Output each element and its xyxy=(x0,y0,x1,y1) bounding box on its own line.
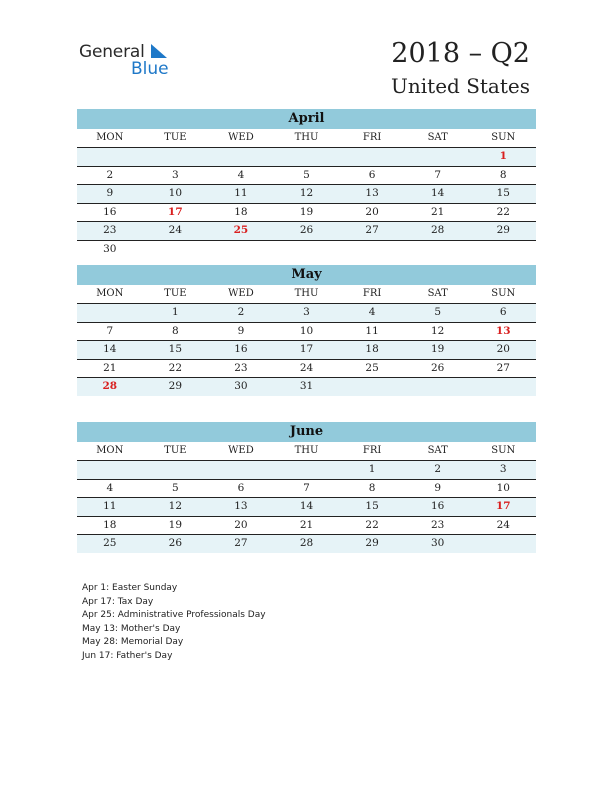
day-cell: 2 xyxy=(434,463,442,475)
month-name: May xyxy=(77,265,536,285)
day-cell: 4 xyxy=(237,168,245,181)
day-cell: 27 xyxy=(496,361,510,374)
weekday-label: TUE xyxy=(164,288,187,299)
day-cell: 31 xyxy=(299,380,314,392)
day-cell xyxy=(470,241,536,259)
day-cell: 14 xyxy=(299,500,314,512)
day-cell xyxy=(143,241,209,259)
day-cell: 11 xyxy=(234,187,248,199)
day-cell: 12 xyxy=(168,500,183,512)
day-cell: 3 xyxy=(172,168,179,181)
weekday-header-row xyxy=(77,285,536,304)
day-cell: 3 xyxy=(303,306,310,318)
weekday-label: SAT xyxy=(427,445,448,456)
day-cell: 17 xyxy=(168,205,183,218)
day-cell: 6 xyxy=(368,168,376,181)
weekday-header-row xyxy=(77,442,536,461)
day-cell: 23 xyxy=(430,518,445,531)
weekday-label: FRI xyxy=(362,132,382,143)
week-row xyxy=(77,323,536,342)
day-cell: 10 xyxy=(496,481,510,494)
week-row xyxy=(77,535,536,553)
day-cell: 4 xyxy=(368,306,376,318)
weekday-label: TUE xyxy=(164,445,187,456)
day-cell: 13 xyxy=(495,324,511,337)
day-cell: 10 xyxy=(168,187,183,199)
day-cell: 13 xyxy=(365,187,379,199)
day-cell xyxy=(208,148,274,166)
day-cell xyxy=(274,148,340,166)
day-cell: 20 xyxy=(365,205,379,218)
day-cell: 11 xyxy=(103,500,117,512)
day-cell xyxy=(77,148,143,166)
month-name: April xyxy=(77,109,536,129)
day-cell: 7 xyxy=(434,168,442,181)
day-cell: 22 xyxy=(168,361,183,374)
day-cell: 19 xyxy=(430,343,445,355)
week-row xyxy=(77,341,536,360)
day-cell: 6 xyxy=(237,481,245,494)
day-cell xyxy=(274,241,340,259)
day-cell: 8 xyxy=(499,168,507,181)
day-cell: 19 xyxy=(168,518,183,531)
weekday-label: SUN xyxy=(491,445,516,456)
day-cell: 7 xyxy=(106,324,114,337)
holiday-notes xyxy=(82,582,266,664)
day-cell: 26 xyxy=(430,361,445,374)
day-cell: 18 xyxy=(365,343,379,355)
week-row xyxy=(77,498,536,517)
weekday-label: WED xyxy=(228,132,254,143)
day-cell: 30 xyxy=(430,537,445,549)
weekday-label: FRI xyxy=(362,288,382,299)
day-cell: 1 xyxy=(368,463,376,475)
day-cell: 25 xyxy=(233,224,249,236)
day-cell: 19 xyxy=(299,205,314,218)
day-cell: 30 xyxy=(234,380,248,392)
day-cell xyxy=(339,241,405,259)
day-cell: 15 xyxy=(168,343,183,355)
day-cell: 26 xyxy=(168,537,183,549)
day-cell: 23 xyxy=(234,361,248,374)
day-cell: 1 xyxy=(172,306,179,318)
day-cell: 24 xyxy=(168,224,183,236)
holiday-note: Apr 1: Easter Sunday xyxy=(82,583,178,593)
day-cell xyxy=(405,378,471,396)
logo xyxy=(79,40,189,80)
month-calendar-april xyxy=(77,109,536,258)
holiday-note: Apr 17: Tax Day xyxy=(82,596,154,607)
logo-text-blue: Blue xyxy=(131,59,169,79)
weekday-label: MON xyxy=(96,288,124,299)
week-row xyxy=(77,222,536,241)
day-cell: 27 xyxy=(234,537,248,549)
day-cell: 21 xyxy=(299,518,314,531)
day-cell: 6 xyxy=(499,306,507,318)
day-cell: 9 xyxy=(434,481,442,494)
day-cell: 5 xyxy=(303,168,310,181)
holiday-note: Apr 25: Administrative Professionals Day xyxy=(82,610,266,621)
day-cell xyxy=(77,304,143,322)
holiday-note: May 13: Mother's Day xyxy=(82,623,181,634)
day-cell: 21 xyxy=(103,361,117,374)
day-cell: 13 xyxy=(234,500,248,512)
day-cell: 28 xyxy=(299,537,314,549)
day-cell: 12 xyxy=(430,324,445,337)
day-cell: 5 xyxy=(434,306,442,318)
week-row xyxy=(77,378,536,396)
logo-text-general: General xyxy=(79,42,145,62)
day-cell: 15 xyxy=(496,187,510,199)
page-subtitle: United States xyxy=(391,74,530,98)
weekday-label: FRI xyxy=(362,445,382,456)
day-cell: 17 xyxy=(299,343,314,355)
week-row xyxy=(77,304,536,323)
day-cell: 25 xyxy=(365,361,379,374)
weekday-label: SUN xyxy=(491,288,516,299)
day-cell: 30 xyxy=(103,242,117,255)
day-cell: 24 xyxy=(299,361,314,374)
day-cell: 16 xyxy=(430,500,445,512)
day-cell: 20 xyxy=(496,343,510,355)
week-row xyxy=(77,517,536,536)
weekday-label: SUN xyxy=(491,132,516,143)
day-cell xyxy=(274,461,340,479)
holiday-note: May 28: Memorial Day xyxy=(82,637,184,648)
day-cell: 29 xyxy=(365,537,379,549)
day-cell: 12 xyxy=(299,187,314,199)
weekday-label: MON xyxy=(96,445,124,456)
day-cell: 21 xyxy=(430,205,445,218)
day-cell: 4 xyxy=(106,481,114,494)
day-cell: 24 xyxy=(496,518,510,531)
day-cell: 9 xyxy=(106,187,114,199)
weekday-label: THU xyxy=(294,445,319,456)
day-cell: 22 xyxy=(496,205,510,218)
day-cell xyxy=(77,461,143,479)
weekday-label: TUE xyxy=(164,132,187,143)
day-cell: 11 xyxy=(365,324,379,337)
week-row xyxy=(77,360,536,379)
day-cell xyxy=(143,148,209,166)
holiday-note: Jun 17: Father's Day xyxy=(82,650,173,661)
day-cell: 20 xyxy=(234,518,248,531)
day-cell: 16 xyxy=(234,343,248,355)
weekday-label: MON xyxy=(96,132,124,143)
day-cell xyxy=(339,378,405,396)
day-cell: 22 xyxy=(365,518,379,531)
month-calendar-june xyxy=(77,422,536,553)
weekday-label: THU xyxy=(294,288,319,299)
day-cell: 15 xyxy=(365,500,379,512)
week-row xyxy=(77,461,536,480)
weekday-label: WED xyxy=(228,288,254,299)
day-cell: 17 xyxy=(495,500,511,512)
day-cell: 23 xyxy=(103,224,117,236)
day-cell xyxy=(143,461,209,479)
day-cell: 5 xyxy=(172,481,179,494)
day-cell xyxy=(339,148,405,166)
day-cell: 28 xyxy=(430,224,445,236)
week-row xyxy=(77,148,536,167)
day-cell: 1 xyxy=(499,150,507,162)
day-cell: 26 xyxy=(299,224,314,236)
week-row xyxy=(77,241,536,259)
day-cell: 9 xyxy=(237,324,245,337)
day-cell xyxy=(208,241,274,259)
page-title: 2018 – Q2 xyxy=(391,38,530,69)
day-cell: 29 xyxy=(496,224,510,236)
day-cell: 16 xyxy=(103,205,117,218)
day-cell: 18 xyxy=(234,205,248,218)
day-cell: 8 xyxy=(368,481,376,494)
week-row xyxy=(77,185,536,204)
weekday-label: SAT xyxy=(427,132,448,143)
day-cell: 8 xyxy=(172,324,179,337)
weekday-header-row xyxy=(77,129,536,148)
logo-flag-icon xyxy=(149,42,169,60)
day-cell: 14 xyxy=(103,343,117,355)
day-cell: 29 xyxy=(168,380,183,392)
week-row xyxy=(77,480,536,499)
week-row xyxy=(77,204,536,223)
week-row xyxy=(77,167,536,186)
day-cell xyxy=(405,241,471,259)
weekday-label: THU xyxy=(294,132,319,143)
day-cell: 2 xyxy=(106,168,114,181)
day-cell: 18 xyxy=(103,518,117,531)
day-cell xyxy=(470,535,536,553)
day-cell: 25 xyxy=(103,537,117,549)
month-name: June xyxy=(77,422,536,442)
day-cell: 28 xyxy=(102,380,118,392)
day-cell xyxy=(208,461,274,479)
day-cell: 3 xyxy=(499,463,507,475)
day-cell xyxy=(405,148,471,166)
weekday-label: SAT xyxy=(427,288,448,299)
day-cell: 14 xyxy=(430,187,445,199)
day-cell: 27 xyxy=(365,224,379,236)
day-cell: 10 xyxy=(299,324,314,337)
month-calendar-may xyxy=(77,265,536,396)
day-cell: 7 xyxy=(303,481,310,494)
weekday-label: WED xyxy=(228,445,254,456)
day-cell: 2 xyxy=(237,306,245,318)
day-cell xyxy=(470,378,536,396)
